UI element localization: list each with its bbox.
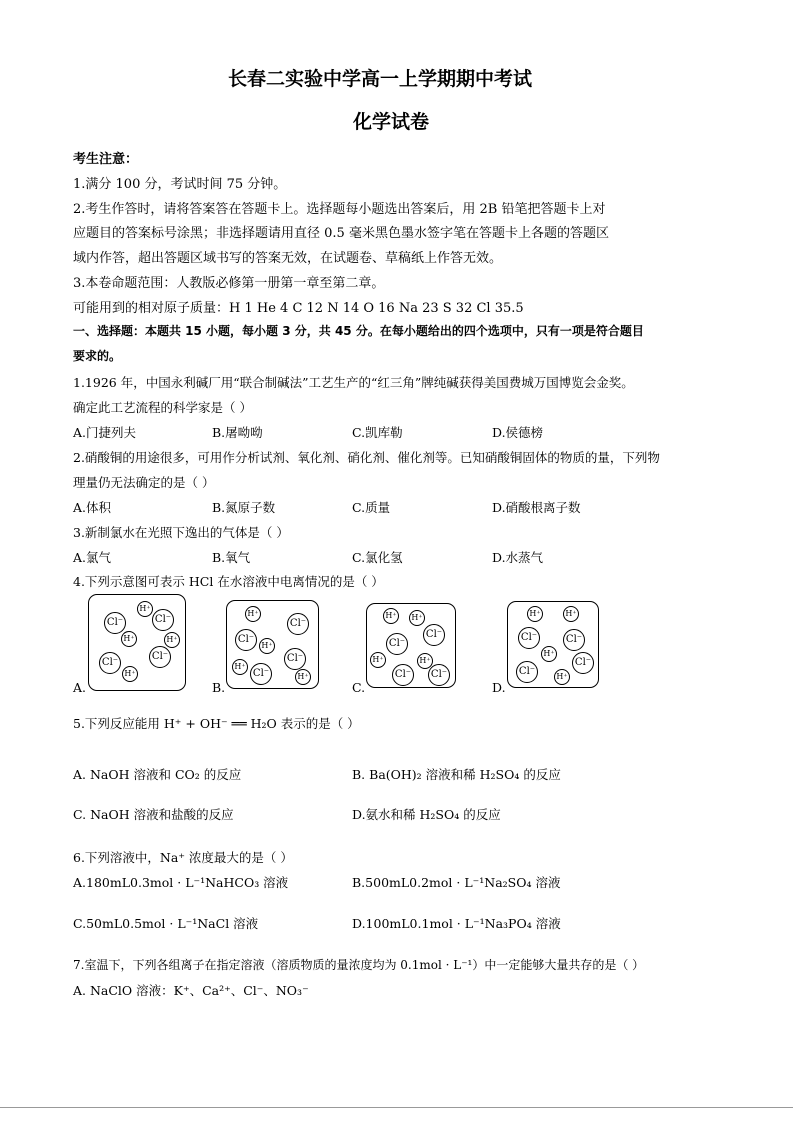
q4-option-b: B. [212,680,226,695]
q1-option-d: D.侯德榜 [492,425,544,440]
chloride-ion: Cl⁻ [563,629,585,651]
notice-line-1: 1.满分 100 分，考试时间 75 分钟。 [73,177,287,192]
hydrogen-ion: H⁺ [232,659,248,675]
q6-option-c: C.50mL0.5mol · L⁻¹NaCl 溶液 [73,916,259,931]
hydrogen-ion: H⁺ [383,608,399,624]
q5-stem: 5.下列反应能用 H⁺ + OH⁻ ══ H₂O 表示的是（ ） [73,716,360,731]
chloride-ion: Cl⁻ [428,664,450,686]
hydrogen-ion: H⁺ [527,606,543,622]
chloride-ion: Cl⁻ [516,661,538,683]
notice-line-2c: 域内作答，超出答题区域书写的答案无效，在试题卷、草稿纸上作答无效。 [73,251,503,266]
hydrogen-ion: H⁺ [245,606,261,622]
q2-option-c: C.质量 [352,500,391,515]
chloride-ion: Cl⁻ [235,629,257,651]
q3-option-a: A.氯气 [73,550,112,565]
hydrogen-ion: H⁺ [370,652,386,668]
hydrogen-ion: H⁺ [122,666,138,682]
q3-option-d: D.水蒸气 [492,550,544,565]
chloride-ion: Cl⁻ [392,664,414,686]
atomic-masses: 可能用到的相对原子质量：H 1 He 4 C 12 N 14 O 16 Na 23 S 32 Cl 35.5 [73,301,524,316]
section-heading-line-2: 要求的。 [73,349,122,363]
q4-option-d: D. [492,680,506,695]
q4-diagram-d [507,601,599,688]
q2-stem-1: 2.硝酸铜的用途很多，可用作分析试剂、氧化剂、硝化剂、催化剂等。已知硝酸铜固体的物质的量，下列物 [73,450,660,465]
chloride-ion: Cl⁻ [250,663,272,685]
q1-option-a: A.门捷列夫 [73,425,137,440]
page-bottom-rule [0,1107,793,1108]
q1-stem-1: 1.1926 年，中国永利碱厂用“联合制碱法”工艺生产的“红三角”牌纯碱获得美国费城万国博览会金奖。 [73,375,634,390]
q1-stem-2: 确定此工艺流程的科学家是（ ） [73,400,252,415]
q2-option-d: D.硝酸根离子数 [492,500,581,515]
q4-stem: 4.下列示意图可表示 HCl 在水溶液中电离情况的是（ ） [73,574,384,589]
q7-stem: 7.室温下，下列各组离子在指定溶液（溶质物质的量浓度均为 0.1mol · L⁻¹）中一定能够大量共存的是（ ） [73,958,645,972]
chloride-ion: Cl⁻ [386,633,408,655]
notice-line-3: 3.本卷命题范围：人教版必修第一册第一章至第二章。 [73,276,385,291]
hydrogen-ion: H⁺ [295,669,311,685]
q3-stem: 3.新制氯水在光照下逸出的气体是（ ） [73,525,289,540]
hydrogen-ion: H⁺ [409,610,425,626]
chloride-ion: Cl⁻ [284,648,306,670]
q5-option-c: C. NaOH 溶液和盐酸的反应 [73,807,234,822]
q4-diagram-b [226,600,319,689]
q2-option-b: B.氮原子数 [212,500,276,515]
q1-option-b: B.屠呦呦 [212,425,263,440]
q5-option-d: D.氨水和稀 H₂SO₄ 的反应 [352,807,501,822]
q6-stem: 6.下列溶液中，Na⁺ 浓度最大的是（ ） [73,850,293,865]
q6-option-a: A.180mL0.3mol · L⁻¹NaHCO₃ 溶液 [73,875,289,890]
hydrogen-ion: H⁺ [541,646,557,662]
q1-option-c: C.凯库勒 [352,425,403,440]
page-title: 长春二实验中学高一上学期期中考试 [228,68,533,90]
q5-option-a: A. NaOH 溶液和 CO₂ 的反应 [73,767,242,782]
q4-option-a: A. [73,680,87,695]
q6-option-d: D.100mL0.1mol · L⁻¹Na₃PO₄ 溶液 [352,916,561,931]
hydrogen-ion: H⁺ [121,631,137,647]
chloride-ion: Cl⁻ [104,612,126,634]
hydrogen-ion: H⁺ [164,632,180,648]
chloride-ion: Cl⁻ [152,609,174,631]
chloride-ion: Cl⁻ [287,613,309,635]
hydrogen-ion: H⁺ [137,601,153,617]
q3-option-c: C.氯化氢 [352,550,403,565]
q4-diagram-c [366,603,456,688]
hydrogen-ion: H⁺ [417,653,433,669]
notice-line-2a: 2.考生作答时，请将答案答在答题卡上。选择题每小题选出答案后，用 2B 铅笔把答题卡上对 [73,202,606,217]
q4-diagram-a [88,594,186,691]
section-heading-line-1: 一、选择题：本题共 15 小题，每小题 3 分，共 45 分。在每小题给出的四个选项中，只有一项是符合题目 [73,324,644,338]
chloride-ion: Cl⁻ [99,652,121,674]
q2-option-a: A.体积 [73,500,112,515]
q3-option-b: B.氧气 [212,550,251,565]
q2-stem-2: 理量仍无法确定的是（ ） [73,475,215,490]
chloride-ion: Cl⁻ [518,627,540,649]
hydrogen-ion: H⁺ [259,638,275,654]
q7-option-a: A. NaClO 溶液：K⁺、Ca²⁺、Cl⁻、NO₃⁻ [73,983,309,998]
notice-line-2b: 应题目的答案标号涂黑；非选择题请用直径 0.5 毫米黑色墨水签字笔在答题卡上各题的答题区 [73,226,609,241]
q5-option-b: B. Ba(OH)₂ 溶液和稀 H₂SO₄ 的反应 [352,767,561,782]
chloride-ion: Cl⁻ [149,646,171,668]
chloride-ion: Cl⁻ [423,624,445,646]
chloride-ion: Cl⁻ [572,652,594,674]
notice-heading: 考生注意： [73,152,139,167]
page-subtitle: 化学试卷 [353,111,430,133]
q4-option-c: C. [352,680,366,695]
hydrogen-ion: H⁺ [554,669,570,685]
hydrogen-ion: H⁺ [563,606,579,622]
q6-option-b: B.500mL0.2mol · L⁻¹Na₂SO₄ 溶液 [352,875,561,890]
